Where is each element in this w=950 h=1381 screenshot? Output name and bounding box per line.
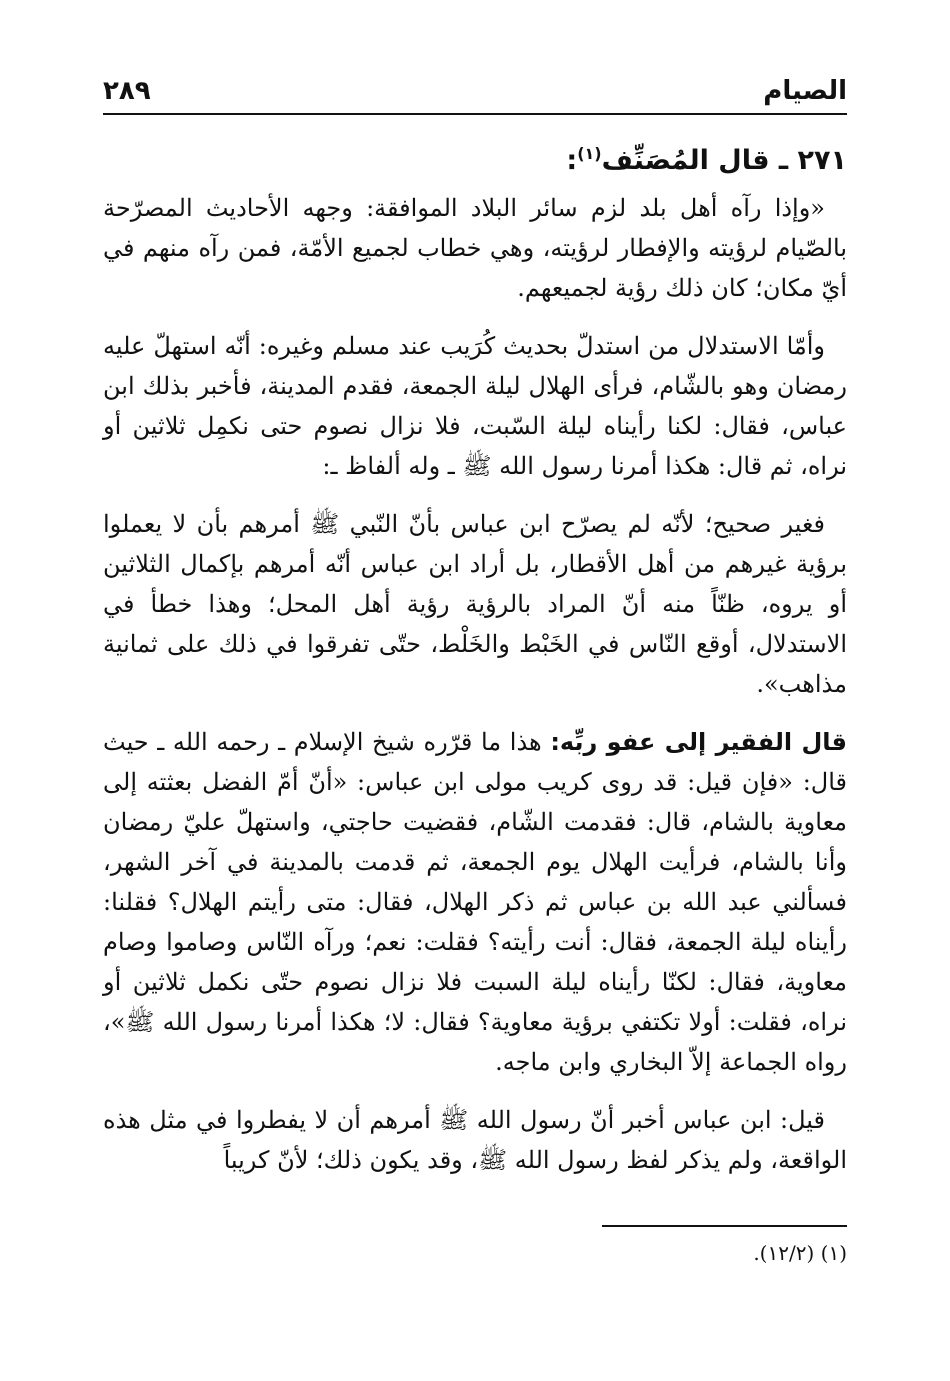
footnote-reference: (١) bbox=[577, 144, 602, 163]
heading-colon: : bbox=[566, 145, 578, 176]
footnote: (١) (١٢/٢). bbox=[753, 1241, 847, 1265]
commentary-lead: قال الفقير إلى عفو ربِّه: bbox=[550, 728, 847, 756]
paragraph-kurayb-argument: وأمّا الاستدلال من استدلّ بحديث كُرَيب عند مسلم وغيره: أنّه استهلّ عليه رمضان وهو بالشّام، فرأى الهلال ليلة الجمعة، فقدم المدينة، فأخبر بذلك ابن عباس، فقال: لكنا رأيناه ليلة السّبت، فلا نزال نصوم حتى نكمِل ثلاثين أو نراه، ثم قال: هكذا أمرنا رسول الله ﷺ ـ وله ألفاظ ـ: bbox=[103, 332, 847, 480]
running-header bbox=[103, 66, 847, 106]
chapter-title: الصيام bbox=[763, 76, 847, 106]
footnote-rule bbox=[602, 1225, 847, 1227]
paragraph-refutation: فغير صحيح؛ لأنّه لم يصرّح ابن عباس بأنّ النّبي ﷺ أمرهم بأن لا يعملوا برؤية غيرهم من أهل الأقطار، بل أراد ابن عباس أنّه أمرهم بإكمال الثلاثين أو يروه، ظنّاً منه أنّ المراد بالرؤية رؤية أهل المحل؛ وهذا خطأ في الاستدلال، أوقع النّاس في الخَبْط والخَلْط، حتّى تفرقوا في ذلك على ثمانية مذاهب». bbox=[103, 510, 847, 698]
page-number: ٢٨٩ bbox=[103, 76, 151, 106]
header-rule bbox=[103, 113, 847, 115]
body-text bbox=[103, 188, 847, 1198]
paragraph-quote-opening: «وإذا رآه أهل بلد لزم سائر البلاد الموافقة: وجهه الأحاديث المصرّحة بالصّيام لرؤيته والإفطار لرؤيته، وهي خطاب لجميع الأمّة، فمن رآه منهم في أيّ مكان؛ كان ذلك رؤية لجميعهم. bbox=[103, 194, 847, 302]
paragraph-reply: قيل: ابن عباس أخبر أنّ رسول الله ﷺ أمرهم أن لا يفطروا في مثل هذه الواقعة، ولم يذكر لفظ رسول الله ﷺ، وقد يكون ذلك؛ لأنّ كريباً bbox=[103, 1106, 847, 1174]
paragraph-commentary bbox=[103, 722, 847, 1082]
commentary-text: هذا ما قرّره شيخ الإسلام ـ رحمه الله ـ حيث قال: «فإن قيل: قد روى كريب مولى ابن عباس: «أنّ أمّ الفضل بعثته إلى معاوية بالشام، قال: فقدمت الشّام، فقضيت حاجتي، واستهلّ عليّ رمضان وأنا بالشام، فرأيت الهلال يوم الجمعة، ثم قدمت بالمدينة في آخر الشهر، فسألني عبد الله بن عباس ثم ذكر الهلال، فقال: متى رأيتم الهلال؟ فقلنا: رأيناه ليلة الجمعة، فقال: أنت رأيته؟ فقلت: نعم؛ ورآه النّاس وصاموا وصام معاوية، فقال: لكنّا رأيناه ليلة السبت فلا نزال نصوم حتّى نكمل ثلاثين أو نراه، فقلت: أولا تكتفي برؤية معاوية؟ فقال: لا؛ هكذا أمرنا رسول الله ﷺ»، رواه الجماعة إلاّ البخاري وابن ماجه. bbox=[103, 728, 848, 1076]
entry-number-label: ٢٧١ ـ قال المُصَنِّف bbox=[601, 145, 847, 176]
entry-heading bbox=[103, 132, 847, 183]
